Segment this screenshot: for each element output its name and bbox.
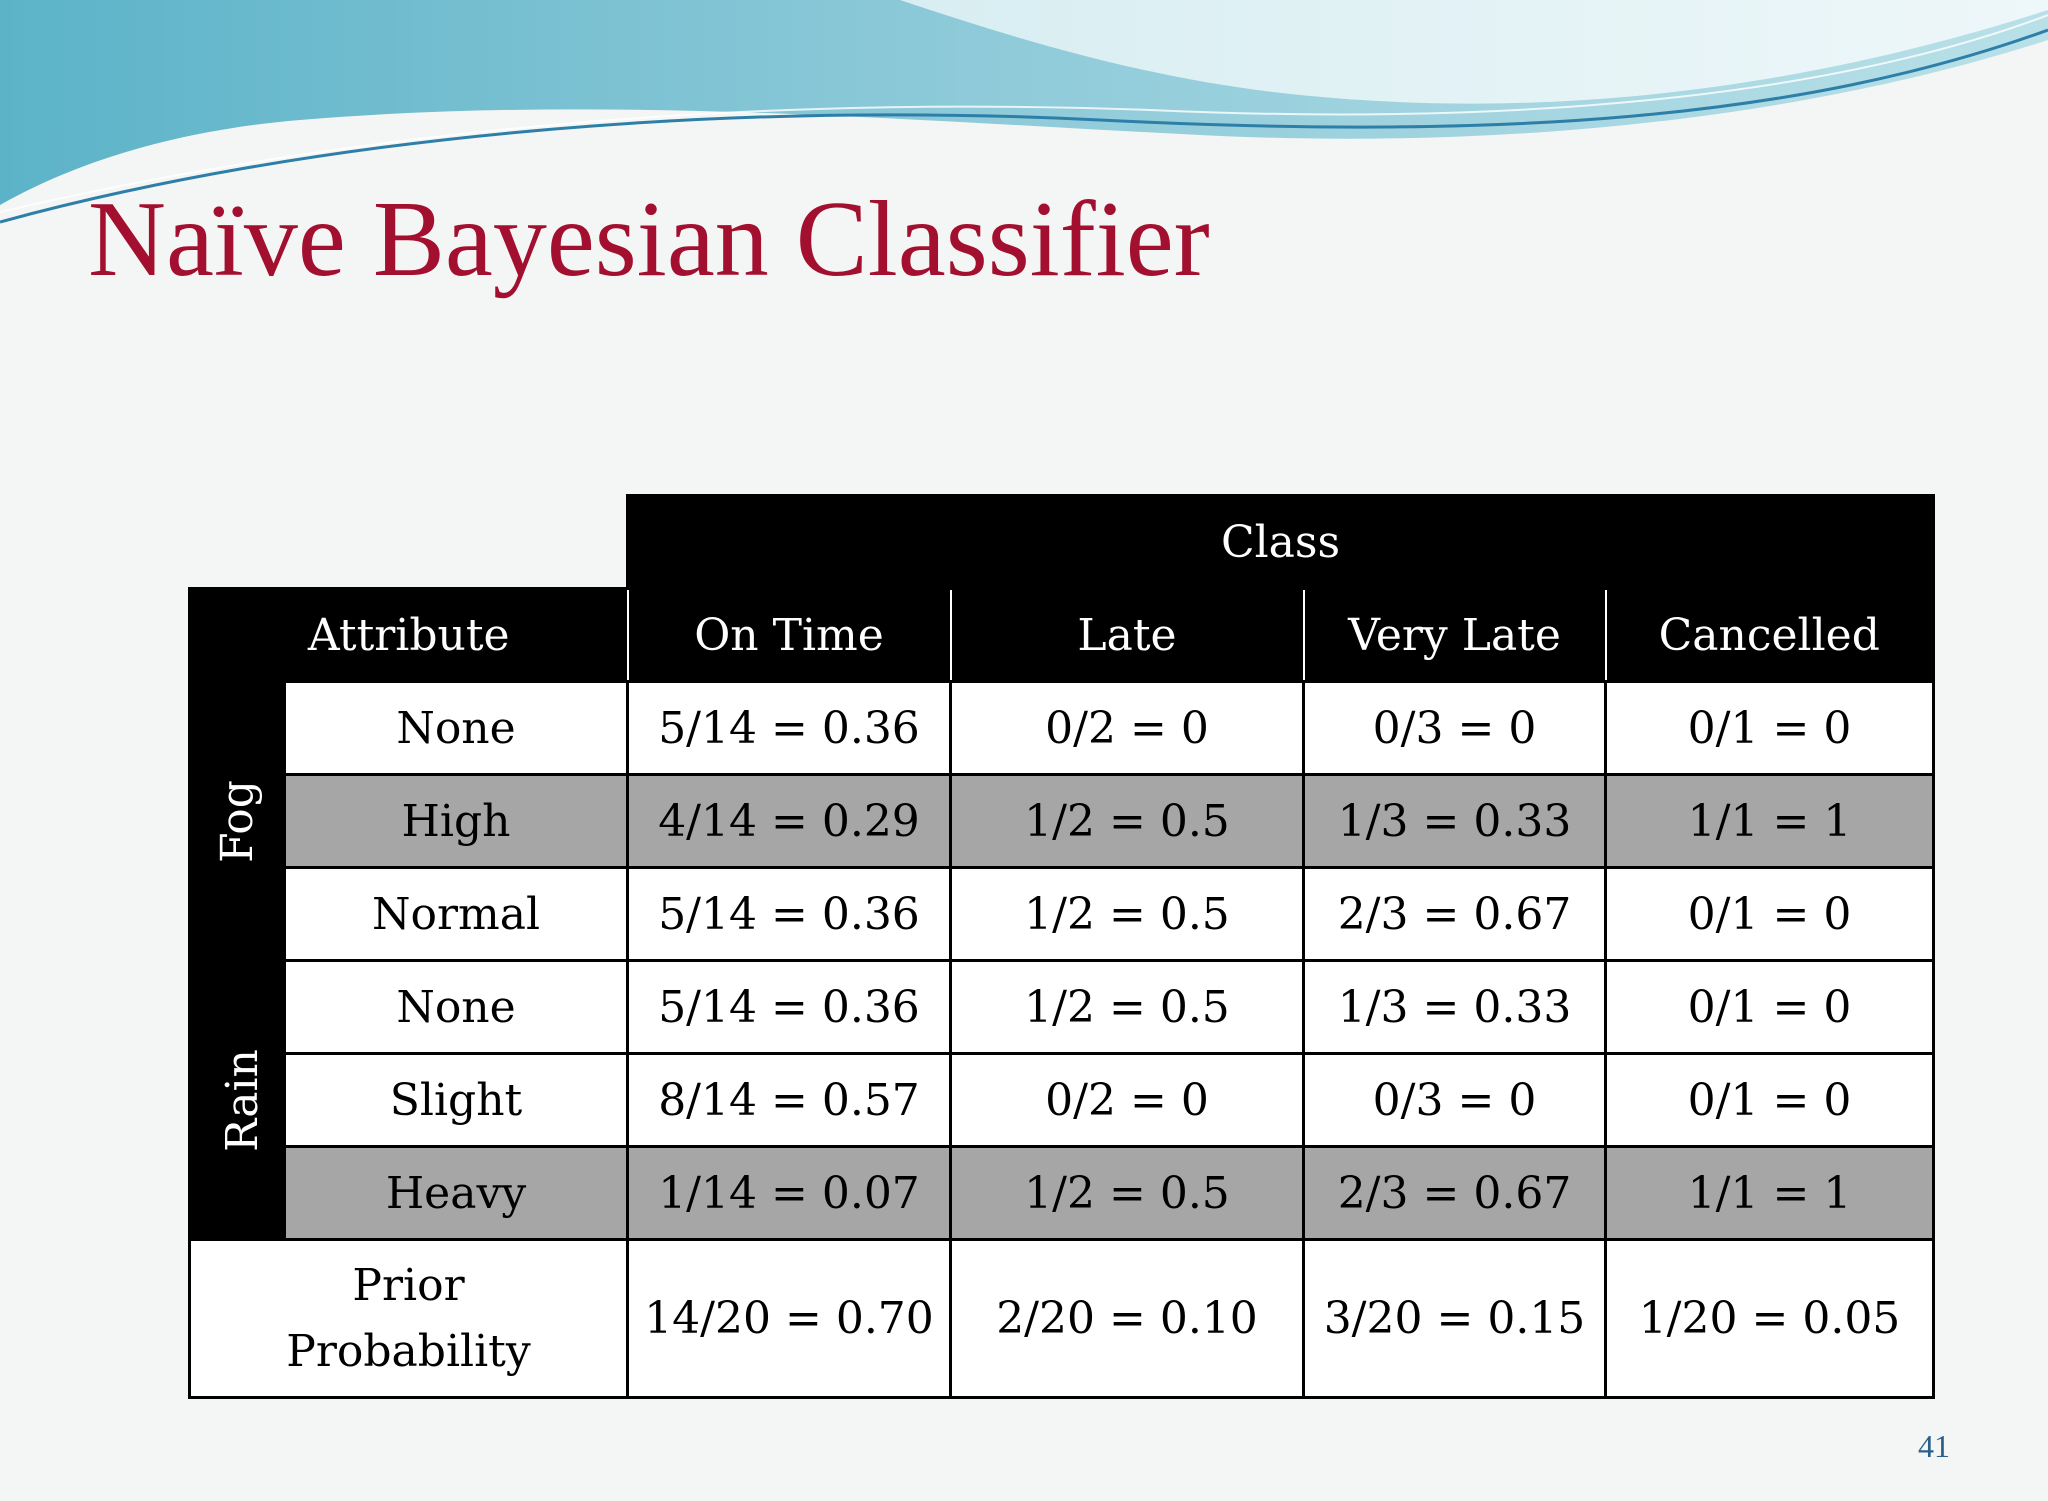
prior-value: 3/20 = 0.15 [1304,1240,1606,1398]
table-cell: 0/2 = 0 [951,682,1304,775]
column-header-cancelled: Cancelled [1606,589,1934,682]
table-cell: 2/3 = 0.67 [1304,1147,1606,1240]
table-cell: 0/1 = 0 [1606,682,1934,775]
table-cell: 5/14 = 0.36 [628,682,951,775]
prior-probability-row [190,1240,1934,1398]
prior-value: 1/20 = 0.05 [1606,1240,1934,1398]
prior-label-line1: Prior [352,1259,465,1311]
prior-label-line2: Probability [286,1325,531,1377]
row-label: None [285,682,628,775]
table-cell: 1/3 = 0.33 [1304,961,1606,1054]
attribute-header: Attribute [190,589,628,682]
group-label-text: Fog [211,779,263,863]
row-label: High [285,775,628,868]
table-cell: 0/1 = 0 [1606,1054,1934,1147]
prior-value: 14/20 = 0.70 [628,1240,951,1398]
table-row [190,868,1934,961]
table-cell: 4/14 = 0.29 [628,775,951,868]
table-cell: 0/3 = 0 [1304,682,1606,775]
prior-value: 2/20 = 0.10 [951,1240,1304,1398]
table-row [190,961,1934,1054]
table-cell: 0/1 = 0 [1606,868,1934,961]
column-header-very-late: Very Late [1304,589,1606,682]
class-header-row [190,496,1934,589]
table-cell: 2/3 = 0.67 [1304,868,1606,961]
group-label-rain [190,961,285,1240]
table-cell: 1/2 = 0.5 [951,961,1304,1054]
class-header: Class [628,496,1934,589]
table-cell: 1/1 = 1 [1606,775,1934,868]
table-cell: 1/3 = 0.33 [1304,775,1606,868]
row-label: Normal [285,868,628,961]
column-header-on-time: On Time [628,589,951,682]
table-cell: 1/2 = 0.5 [951,868,1304,961]
table-row [190,1147,1934,1240]
table-cell: 5/14 = 0.36 [628,868,951,961]
row-label: Slight [285,1054,628,1147]
table-cell: 1/2 = 0.5 [951,1147,1304,1240]
group-label-text: Rain [216,1048,268,1152]
column-header-row [190,589,1934,682]
slide-title: Naïve Bayesian Classifier [88,180,1210,299]
classifier-table [188,494,1935,1399]
table-row [190,775,1934,868]
table-row [190,682,1934,775]
row-label: Heavy [285,1147,628,1240]
column-header-late: Late [951,589,1304,682]
group-label-fog [190,682,285,961]
table-row [190,1054,1934,1147]
table-cell: 8/14 = 0.57 [628,1054,951,1147]
page-number: 41 [1918,1428,1950,1464]
table-cell: 1/14 = 0.07 [628,1147,951,1240]
row-label: None [285,961,628,1054]
table-cell: 0/1 = 0 [1606,961,1934,1054]
table-cell: 1/1 = 1 [1606,1147,1934,1240]
prior-probability-label [190,1240,628,1398]
blank-corner [190,496,628,589]
table-cell: 1/2 = 0.5 [951,775,1304,868]
table-cell: 0/3 = 0 [1304,1054,1606,1147]
table-cell: 0/2 = 0 [951,1054,1304,1147]
table-cell: 5/14 = 0.36 [628,961,951,1054]
